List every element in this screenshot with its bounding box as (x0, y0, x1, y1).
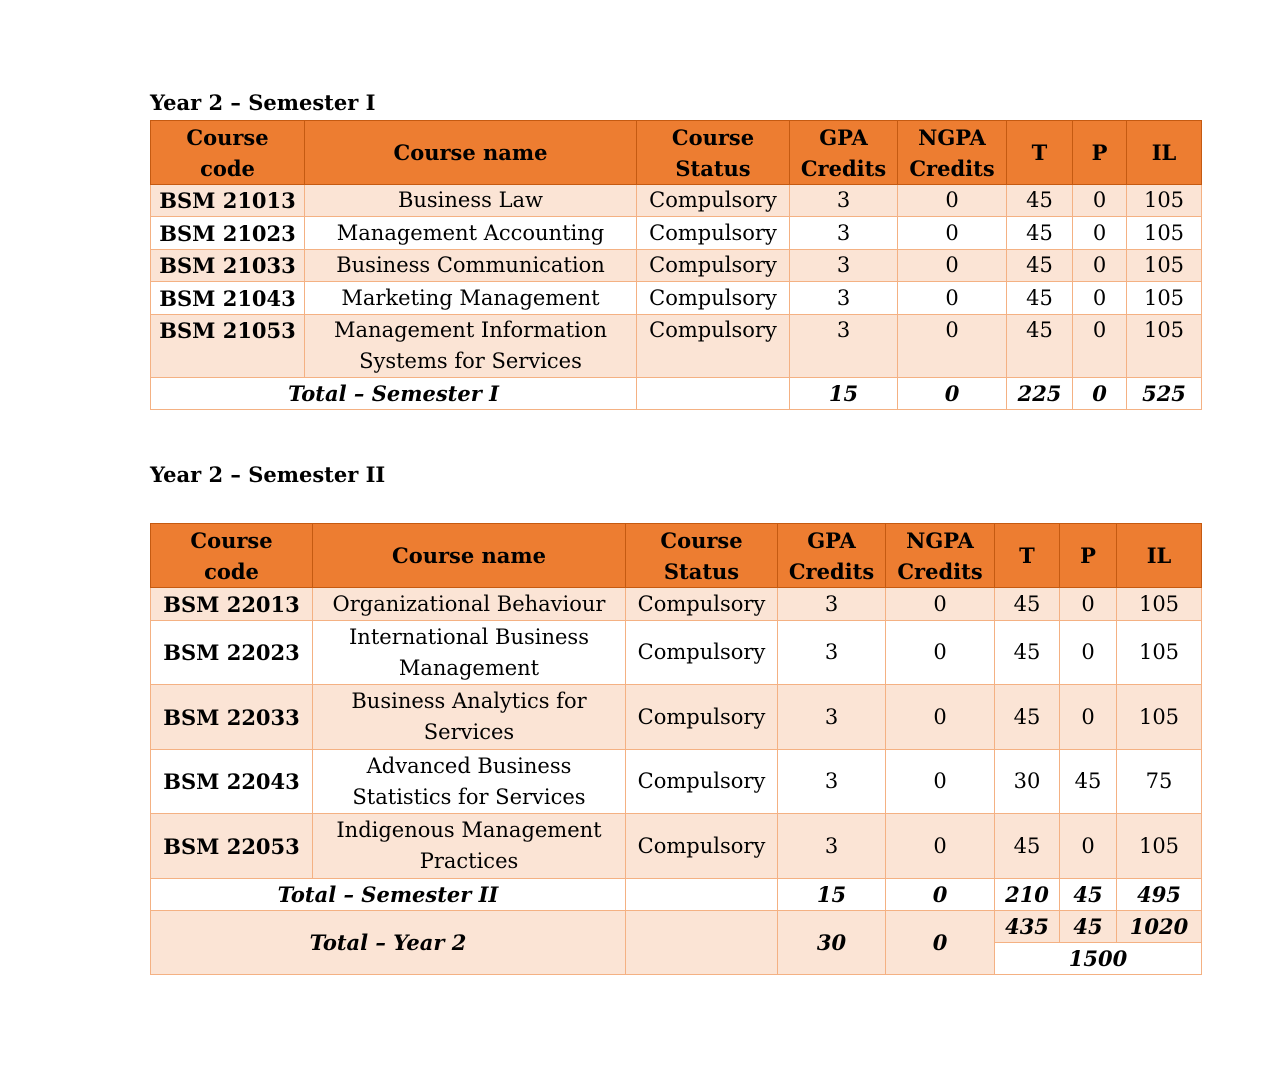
ngpa-credits: 0 (886, 588, 995, 621)
course-name: Management Information Systems for Services (305, 315, 637, 378)
course-name: Indigenous Management Practices (313, 814, 626, 879)
course-code: BSM 21053 (151, 315, 305, 378)
t-hours: 45 (995, 685, 1060, 750)
year-total-t: 435 (995, 911, 1060, 943)
total-p: 0 (1073, 378, 1127, 410)
header-ngpa-credits: NGPA Credits (886, 524, 995, 588)
course-status: Compulsory (637, 315, 790, 378)
header-il: IL (1127, 121, 1202, 185)
semester2-heading: Year 2 – Semester II (150, 462, 386, 487)
gpa-credits: 3 (790, 315, 898, 378)
total-label: Total – Semester I (151, 378, 637, 410)
t-hours: 30 (995, 750, 1060, 814)
ngpa-credits: 0 (886, 750, 995, 814)
t-hours: 45 (995, 621, 1060, 685)
p-hours: 0 (1073, 250, 1127, 282)
course-code: BSM 21043 (151, 282, 305, 315)
il-hours: 105 (1127, 315, 1202, 378)
header-p: P (1060, 524, 1117, 588)
gpa-credits: 3 (790, 217, 898, 250)
course-name: Business Communication (305, 250, 637, 282)
total-row (151, 879, 1202, 911)
p-hours: 0 (1073, 282, 1127, 315)
table-row (151, 685, 1202, 750)
header-t: T (995, 524, 1060, 588)
course-code: BSM 22043 (151, 750, 313, 814)
header-course-code: Course code (151, 524, 313, 588)
t-hours: 45 (1007, 217, 1073, 250)
il-hours: 105 (1127, 185, 1202, 217)
il-hours: 105 (1127, 217, 1202, 250)
course-status: Compulsory (637, 185, 790, 217)
gpa-credits: 3 (790, 282, 898, 315)
ngpa-credits: 0 (898, 282, 1007, 315)
table-header-row (151, 524, 1202, 588)
header-course-name: Course name (305, 121, 637, 185)
header-il: IL (1117, 524, 1202, 588)
header-gpa-credits: GPA Credits (778, 524, 886, 588)
course-status: Compulsory (626, 814, 778, 879)
t-hours: 45 (1007, 282, 1073, 315)
gpa-credits: 3 (778, 621, 886, 685)
total-t: 210 (995, 879, 1060, 911)
t-hours: 45 (1007, 315, 1073, 378)
il-hours: 105 (1117, 621, 1202, 685)
total-ngpa: 0 (886, 879, 995, 911)
course-code: BSM 21023 (151, 217, 305, 250)
t-hours: 45 (1007, 185, 1073, 217)
t-hours: 45 (995, 588, 1060, 621)
course-status: Compulsory (626, 621, 778, 685)
year-grand-total: 1500 (995, 943, 1202, 975)
il-hours: 105 (1127, 282, 1202, 315)
gpa-credits: 3 (778, 750, 886, 814)
year-total-row (151, 911, 1202, 943)
gpa-credits: 3 (790, 185, 898, 217)
year-total-ngpa: 0 (886, 911, 995, 975)
course-status: Compulsory (626, 685, 778, 750)
total-status-blank (626, 879, 778, 911)
course-name: Marketing Management (305, 282, 637, 315)
il-hours: 105 (1127, 250, 1202, 282)
header-t: T (1007, 121, 1073, 185)
table-row (151, 185, 1202, 217)
year-total-il: 1020 (1117, 911, 1202, 943)
p-hours: 0 (1073, 217, 1127, 250)
course-code: BSM 22013 (151, 588, 313, 621)
semester1-table (150, 120, 1202, 410)
ngpa-credits: 0 (898, 217, 1007, 250)
table-row (151, 250, 1202, 282)
course-name: Business Analytics for Services (313, 685, 626, 750)
course-name: Advanced Business Statistics for Services (313, 750, 626, 814)
semester1-heading: Year 2 – Semester I (150, 90, 376, 115)
table-row (151, 217, 1202, 250)
il-hours: 105 (1117, 588, 1202, 621)
header-course-status: Course Status (637, 121, 790, 185)
header-p: P (1073, 121, 1127, 185)
header-course-code: Course code (151, 121, 305, 185)
total-il: 525 (1127, 378, 1202, 410)
course-status: Compulsory (637, 217, 790, 250)
total-gpa: 15 (778, 879, 886, 911)
total-p: 45 (1060, 879, 1117, 911)
course-name: Organizational Behaviour (313, 588, 626, 621)
p-hours: 0 (1073, 315, 1127, 378)
course-status: Compulsory (626, 588, 778, 621)
table-row (151, 315, 1202, 378)
il-hours: 105 (1117, 685, 1202, 750)
year-total-p: 45 (1060, 911, 1117, 943)
course-code: BSM 22053 (151, 814, 313, 879)
ngpa-credits: 0 (886, 814, 995, 879)
course-status: Compulsory (626, 750, 778, 814)
ngpa-credits: 0 (886, 621, 995, 685)
il-hours: 75 (1117, 750, 1202, 814)
total-t: 225 (1007, 378, 1073, 410)
table-row (151, 621, 1202, 685)
p-hours: 0 (1060, 814, 1117, 879)
semester2-table (150, 523, 1202, 975)
header-course-name: Course name (313, 524, 626, 588)
table-row (151, 814, 1202, 879)
course-name: Management Accounting (305, 217, 637, 250)
table-row (151, 750, 1202, 814)
course-code: BSM 21013 (151, 185, 305, 217)
ngpa-credits: 0 (886, 685, 995, 750)
ngpa-credits: 0 (898, 185, 1007, 217)
t-hours: 45 (1007, 250, 1073, 282)
t-hours: 45 (995, 814, 1060, 879)
p-hours: 0 (1073, 185, 1127, 217)
ngpa-credits: 0 (898, 250, 1007, 282)
total-gpa: 15 (790, 378, 898, 410)
course-name: Business Law (305, 185, 637, 217)
gpa-credits: 3 (778, 685, 886, 750)
p-hours: 0 (1060, 685, 1117, 750)
total-label: Total – Semester II (151, 879, 626, 911)
il-hours: 105 (1117, 814, 1202, 879)
course-status: Compulsory (637, 282, 790, 315)
course-code: BSM 22033 (151, 685, 313, 750)
header-course-status: Course Status (626, 524, 778, 588)
course-status: Compulsory (637, 250, 790, 282)
p-hours: 0 (1060, 588, 1117, 621)
gpa-credits: 3 (778, 588, 886, 621)
total-il: 495 (1117, 879, 1202, 911)
table-row (151, 282, 1202, 315)
ngpa-credits: 0 (898, 315, 1007, 378)
header-ngpa-credits: NGPA Credits (898, 121, 1007, 185)
table-header-row (151, 121, 1202, 185)
header-gpa-credits: GPA Credits (790, 121, 898, 185)
year-total-status-blank (626, 911, 778, 975)
course-name: International Business Management (313, 621, 626, 685)
total-row (151, 378, 1202, 410)
total-status-blank (637, 378, 790, 410)
course-code: BSM 21033 (151, 250, 305, 282)
year-total-label: Total – Year 2 (151, 911, 626, 975)
p-hours: 45 (1060, 750, 1117, 814)
gpa-credits: 3 (790, 250, 898, 282)
p-hours: 0 (1060, 621, 1117, 685)
year-total-gpa: 30 (778, 911, 886, 975)
gpa-credits: 3 (778, 814, 886, 879)
course-code: BSM 22023 (151, 621, 313, 685)
total-ngpa: 0 (898, 378, 1007, 410)
table-row (151, 588, 1202, 621)
